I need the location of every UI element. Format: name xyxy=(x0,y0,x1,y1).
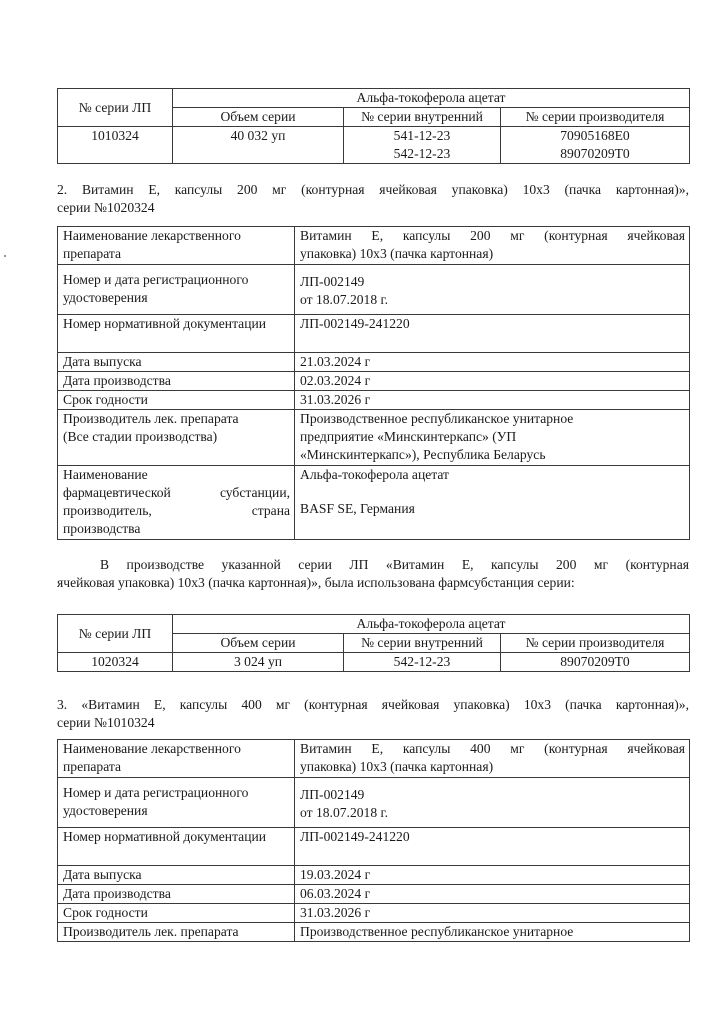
registration-value xyxy=(295,778,690,828)
expiry-date-value: 31.03.2026 г xyxy=(295,391,690,410)
volume-value: 3 024 уп xyxy=(173,653,344,672)
release-date-label: Дата выпуска xyxy=(58,866,295,885)
substance-name: Альфа-токоферола ацетат xyxy=(300,467,449,482)
manufacturer-series-2: 89070209T0 xyxy=(560,146,630,161)
expiry-date-value: 31.03.2026 г xyxy=(295,904,690,923)
registration-number: ЛП-002149 xyxy=(300,787,365,802)
expiry-date-label: Срок годности xyxy=(58,391,295,410)
section-2-heading xyxy=(57,181,689,217)
drug-info-table-400mg xyxy=(57,739,690,942)
section-3-heading xyxy=(57,696,689,732)
substance-label xyxy=(58,466,295,540)
name-value-line-2: упаковка) 10х3 (пачка картонная) xyxy=(300,759,494,774)
production-date-label: Дата производства xyxy=(58,372,295,391)
name-value xyxy=(295,740,690,778)
section-3-heading-line-1: 3. «Витамин Е, капсулы 400 мг (контурная ячейковая упаковка) 10х3 (пачка картонная)», xyxy=(57,697,689,712)
header-lp-series: № серии ЛП xyxy=(58,89,173,127)
manufacturer-value-line-1: Производственное республиканское унитарное xyxy=(300,411,574,426)
normative-doc-label: Номер нормативной документации xyxy=(58,828,295,866)
release-date-value: 19.03.2024 г xyxy=(295,866,690,885)
substance-label-line-3: производитель, страна xyxy=(63,503,290,518)
registration-date: от 18.07.2018 г. xyxy=(300,292,388,307)
section-2-heading-line-2: серии №1020324 xyxy=(57,200,155,215)
production-date-value: 06.03.2024 г xyxy=(295,885,690,904)
internal-series-value: 542-12-23 xyxy=(344,653,501,672)
manufacturer-label-line-2: (Все стадии производства) xyxy=(63,429,218,444)
name-value xyxy=(295,227,690,265)
manufacturer-label: Производитель лек. препарата xyxy=(58,923,295,942)
series-usage-note-line-2: ячейковая упаковка) 10х3 (пачка картонная)», была использована фармсубстанция серии: xyxy=(57,575,575,590)
internal-series-value xyxy=(344,127,501,164)
header-manufacturer-series: № серии производителя xyxy=(501,634,690,653)
scan-artifact xyxy=(4,255,6,257)
section-3-heading-line-2: серии №1010324 xyxy=(57,715,155,730)
manufacturer-value-line-2: предприятие «Минскинтеркапс» (УП xyxy=(300,429,517,444)
manufacturer-label-line-1: Производитель лек. препарата xyxy=(63,411,239,426)
substance-serial-table-1 xyxy=(57,88,690,164)
registration-label: Номер и дата регистрационного удостоверения xyxy=(58,778,295,828)
normative-doc-label: Номер нормативной документации xyxy=(58,315,295,353)
section-2-heading-line-1: 2. Витамин Е, капсулы 200 мг (контурная ячейковая упаковка) 10х3 (пачка картонная)», xyxy=(57,182,689,197)
production-date-label: Дата производства xyxy=(58,885,295,904)
header-substance: Альфа-токоферола ацетат xyxy=(173,615,690,634)
name-label: Наименование лекарственного препарата xyxy=(58,227,295,265)
header-internal-series: № серии внутренний xyxy=(344,634,501,653)
substance-label-line-2: фармацевтической субстанции, xyxy=(63,485,290,500)
name-value-line-1: Витамин Е, капсулы 200 мг (контурная ячейковая xyxy=(300,228,685,243)
registration-date: от 18.07.2018 г. xyxy=(300,805,388,820)
header-internal-series: № серии внутренний xyxy=(344,108,501,127)
header-volume: Объем серии xyxy=(173,634,344,653)
release-date-label: Дата выпуска xyxy=(58,353,295,372)
manufacturer-series-1: 70905168E0 xyxy=(560,128,630,143)
series-usage-note-line-1: В производстве указанной серии ЛП «Витамин Е, капсулы 200 мг (контурная xyxy=(100,557,689,572)
normative-doc-value: ЛП-002149-241220 xyxy=(295,828,690,866)
production-date-value: 02.03.2024 г xyxy=(295,372,690,391)
manufacturer-series-value xyxy=(501,127,690,164)
header-substance: Альфа-токоферола ацетат xyxy=(173,89,690,108)
registration-value xyxy=(295,265,690,315)
manufacturer-value-line-3: «Минскинтеркапс»), Республика Беларусь xyxy=(300,447,546,462)
drug-info-table-200mg xyxy=(57,226,690,540)
substance-serial-table-2 xyxy=(57,614,690,672)
volume-value: 40 032 уп xyxy=(173,127,344,164)
name-value-line-2: упаковка) 10х3 (пачка картонная) xyxy=(300,246,494,261)
manufacturer-label xyxy=(58,410,295,466)
name-label: Наименование лекарственного препарата xyxy=(58,740,295,778)
registration-number: ЛП-002149 xyxy=(300,274,365,289)
substance-value xyxy=(295,466,690,540)
substance-manufacturer: BASF SE, Германия xyxy=(300,501,415,516)
manufacturer-value: Производственное республиканское унитарное xyxy=(295,923,690,942)
internal-series-2: 542-12-23 xyxy=(393,146,451,161)
lp-series-value: 1010324 xyxy=(58,127,173,164)
expiry-date-label: Срок годности xyxy=(58,904,295,923)
header-lp-series: № серии ЛП xyxy=(58,615,173,653)
release-date-value: 21.03.2024 г xyxy=(295,353,690,372)
substance-label-line-4: производства xyxy=(63,521,141,536)
manufacturer-value xyxy=(295,410,690,466)
manufacturer-series-value: 89070209T0 xyxy=(501,653,690,672)
header-manufacturer-series: № серии производителя xyxy=(501,108,690,127)
substance-label-line-1: Наименование xyxy=(63,467,148,482)
series-usage-note xyxy=(57,556,689,592)
registration-label: Номер и дата регистрационного удостоверения xyxy=(58,265,295,315)
normative-doc-value: ЛП-002149-241220 xyxy=(295,315,690,353)
name-value-line-1: Витамин Е, капсулы 400 мг (контурная ячейковая xyxy=(300,741,685,756)
lp-series-value: 1020324 xyxy=(58,653,173,672)
header-volume: Объем серии xyxy=(173,108,344,127)
internal-series-1: 541-12-23 xyxy=(393,128,451,143)
